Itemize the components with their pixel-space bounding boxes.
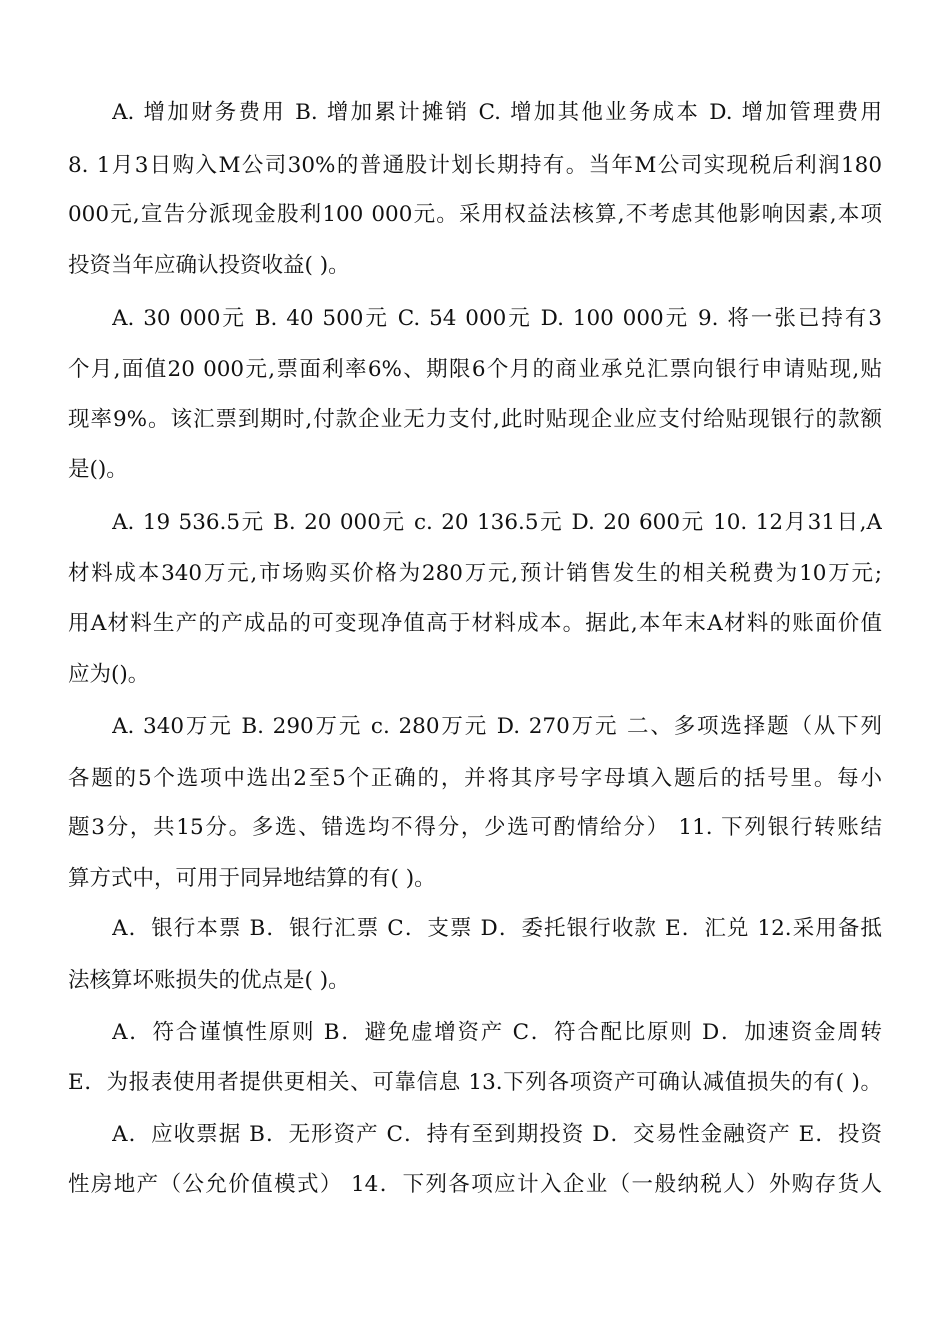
text-line: A．银行本票 B．银行汇票 C．支票 D．委托银行收款 E．汇兑 12.采用备抵 [112, 916, 882, 941]
text-line: 材料成本340万元,市场购买价格为280万元,预计销售发生的相关税费为10万元; [68, 561, 882, 586]
text-line: A. 340万元 B. 290万元 c. 280万元 D. 270万元 二、多项选择题（从下列 [112, 714, 882, 739]
text-line: 应为()。 [68, 662, 150, 687]
text-line: 是()。 [68, 457, 128, 482]
text-line: 算方式中，可用于同异地结算的有( )。 [68, 866, 436, 891]
text-line: 各题的5个选项中选出2至5个正确的，并将其序号字母填入题后的括号里。每小 [68, 766, 882, 791]
text-line: 用A材料生产的产成品的可变现净值高于材料成本。据此,本年末A材料的账面价值 [68, 611, 882, 636]
text-line: 法核算坏账损失的优点是( )。 [68, 968, 350, 993]
text-line: 个月,面值20 000元,票面利率6%、期限6个月的商业承兑汇票向银行申请贴现,贴 [68, 357, 882, 382]
text-line: 性房地产（公允价值模式） 14．下列各项应计入企业（一般纳税人）外购存货人 [68, 1172, 882, 1197]
text-line: 8. 1月3日购入M公司30%的普通股计划长期持有。当年M公司实现税后利润180 [68, 153, 882, 178]
text-line: A．符合谨慎性原则 B．避免虚增资产 C．符合配比原则 D．加速资金周转 [112, 1020, 882, 1045]
text-line: 000元,宣告分派现金股利100 000元。采用权益法核算,不考虑其他影响因素,本项 [68, 202, 882, 227]
text-line: A. 19 536.5元 B. 20 000元 c. 20 136.5元 D. 20 600元 10. 12月31日,A [112, 510, 882, 535]
text-line: A. 30 000元 B. 40 500元 C. 54 000元 D. 100 000元 9. 将一张已持有3 [112, 306, 882, 331]
text-line: 题3分，共15分。多选、错选均不得分，少选可酌情给分） 11. 下列银行转账结 [68, 815, 882, 840]
text-line: E．为报表使用者提供更相关、可靠信息 13.下列各项资产可确认减值损失的有( )。 [68, 1070, 882, 1095]
text-line: 投资当年应确认投资收益( )。 [68, 253, 350, 278]
text-line: A. 增加财务费用 B. 增加累计摊销 C. 增加其他业务成本 D. 增加管理费用 [112, 100, 882, 125]
text-line: A．应收票据 B．无形资产 C．持有至到期投资 D．交易性金融资产 E．投资 [112, 1122, 882, 1147]
text-line: 现率9%。该汇票到期时,付款企业无力支付,此时贴现企业应支付给贴现银行的款额 [68, 407, 882, 432]
